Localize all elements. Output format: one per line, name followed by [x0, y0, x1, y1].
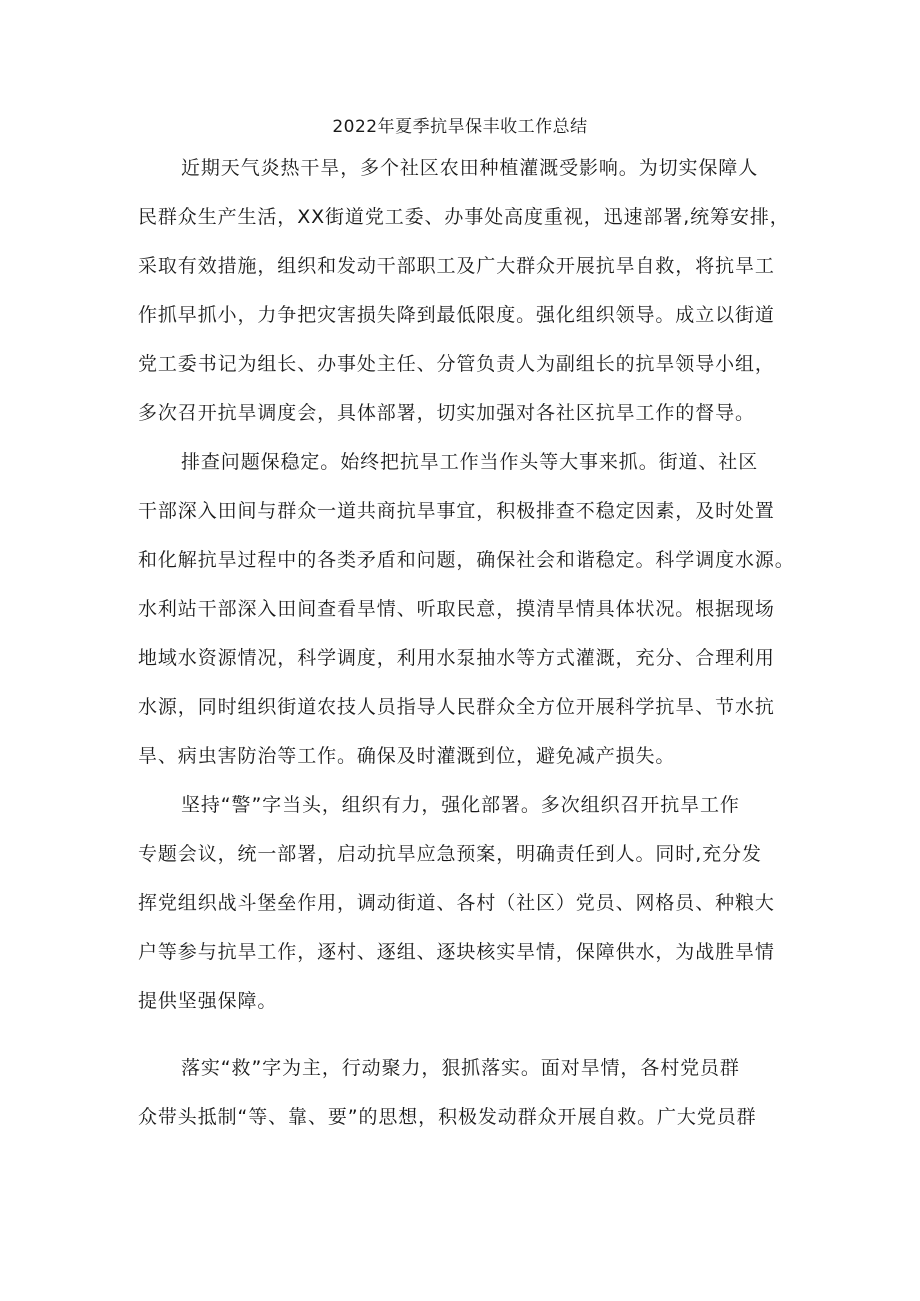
paragraph-line: 提供坚强保障。 — [138, 990, 278, 1012]
paragraph-line: 专题会议，统一部署，启动抗旱应急预案，明确责任到人。同时,充分发 — [138, 843, 762, 865]
paragraph-line: 党工委书记为组长、办事处主任、分管负责人为副组长的抗旱领导小组， — [138, 353, 775, 375]
paragraph-line: 户等参与抗旱工作，逐村、逐组、逐块核实旱情，保障供水，为战胜旱情 — [138, 941, 775, 963]
paragraph-line: 挥党组织战斗堡垒作用，调动街道、各村（社区）党员、网格员、种粮大 — [138, 892, 775, 914]
document-title: 2022年夏季抗旱保丰收工作总结 — [332, 117, 588, 137]
paragraph-line: 排查问题保稳定。始终把抗旱工作当作头等大事来抓。街道、社区 — [181, 451, 759, 473]
paragraph-line: 多次召开抗旱调度会，具体部署，切实加强对各社区抗旱工作的督导。 — [138, 402, 755, 424]
paragraph-line: 坚持“警”字当头，组织有力，强化部署。多次组织召开抗旱工作 — [181, 794, 740, 816]
paragraph-line: 水利站干部深入田间查看旱情、听取民意，摸清旱情具体状况。根据现场 — [138, 598, 775, 620]
paragraph-line: 作抓早抓小，力争把灾害损失降到最低限度。强化组织领导。成立以街道 — [138, 304, 775, 326]
paragraph-line: 地域水资源情况，科学调度，利用水泵抽水等方式灌溉，充分、合理利用 — [138, 647, 775, 669]
paragraph-line: 近期天气炎热干旱，多个社区农田种植灌溉受影响。为切实保障人 — [181, 157, 759, 179]
paragraph-line: 干部深入田间与群众一道共商抗旱事宜，积极排查不稳定因素，及时处置 — [138, 500, 775, 522]
paragraph-line: 旱、病虫害防治等工作。确保及时灌溉到位，避免减产损失。 — [138, 745, 676, 767]
paragraph-line: 水源，同时组织街道农技人员指导人民群众全方位开展科学抗旱、节水抗 — [138, 696, 775, 718]
paragraph-line: 和化解抗旱过程中的各类矛盾和问题，确保社会和谐稳定。科学调度水源。 — [138, 549, 795, 571]
paragraph-line: 落实“救”字为主，行动聚力，狠抓落实。面对旱情，各村党员群 — [181, 1057, 740, 1079]
paragraph-line: 民群众生产生活，XX街道党工委、办事处高度重视，迅速部署,统筹安排， — [138, 206, 790, 228]
paragraph-line: 采取有效措施，组织和发动干部职工及广大群众开展抗旱自救，将抗旱工 — [138, 255, 775, 277]
paragraph-line: 众带头抵制“等、靠、要”的思想，积极发动群众开展自救。广大党员群 — [138, 1106, 757, 1128]
